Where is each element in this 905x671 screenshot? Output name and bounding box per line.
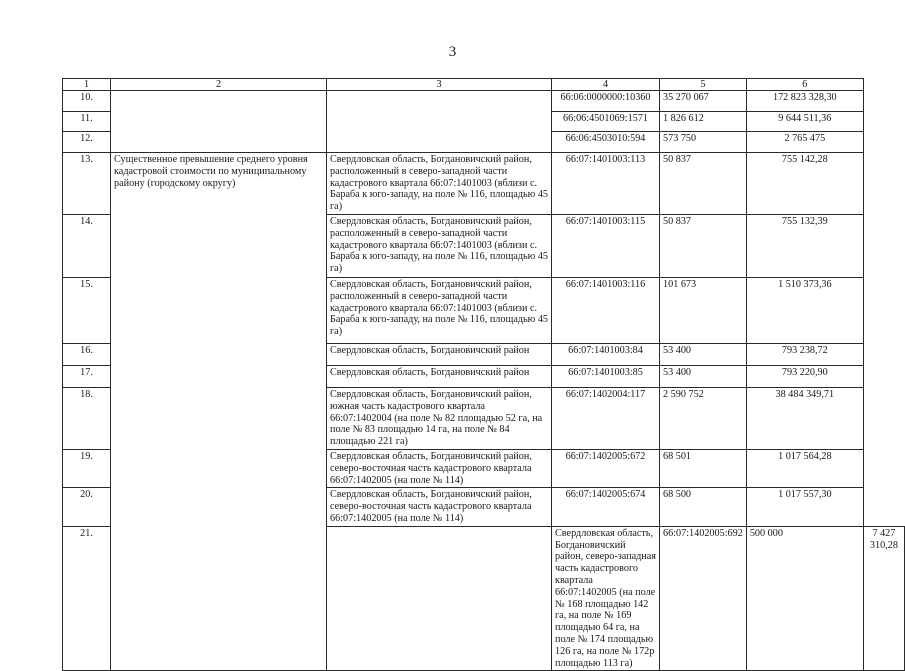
address-cell: Свердловская область, Богдановичский район, расположенный в северо-западной части кадастрового квартала 66:07:1401003 (вблизи с. Бараба к юго-западу, на поле № 116, площадью 45 га) — [327, 215, 552, 278]
area-value: 68 500 — [660, 488, 747, 526]
cadastral-value: 38 484 349,71 — [746, 388, 863, 450]
cadastral-value: 755 132,39 — [746, 215, 863, 278]
row-number: 21. — [63, 526, 111, 671]
header-cell: 4 — [552, 79, 660, 91]
reason-cell: Существенное превышение среднего уровня кадастровой стоимости по муниципальному району (городскому округу) — [111, 153, 327, 671]
cadastral-value: 172 823 328,30 — [746, 91, 863, 112]
reason-cell-empty — [327, 526, 552, 671]
page-number: 3 — [448, 44, 457, 60]
cadastral-number: 66:07:1401003:115 — [552, 215, 660, 278]
cadastral-table — [62, 78, 905, 671]
cadastral-number: 66:07:1402004:117 — [552, 388, 660, 450]
address-cell: Свердловская область, Богдановичский район, северо-восточная часть кадастрового квартала 66:07:1402005 (на поле № 114) — [327, 488, 552, 526]
row-number: 18. — [63, 388, 111, 450]
header-cell: 6 — [746, 79, 863, 91]
area-value: 35 270 067 — [660, 91, 747, 112]
area-value: 53 400 — [660, 366, 747, 388]
header-cell: 2 — [111, 79, 327, 91]
address-cell: Свердловская область, Богдановичский район — [327, 366, 552, 388]
row-number: 13. — [63, 153, 111, 215]
area-value: 1 826 612 — [660, 112, 747, 132]
cadastral-number: 66:07:1401003:116 — [552, 278, 660, 344]
area-value: 68 501 — [660, 449, 747, 487]
cadastral-value: 1 017 557,30 — [746, 488, 863, 526]
row-number: 14. — [63, 215, 111, 278]
area-value: 50 837 — [660, 153, 747, 215]
cadastral-number: 66:06:0000000:10360 — [552, 91, 660, 112]
cadastral-number: 66:07:1402005:674 — [552, 488, 660, 526]
address-cell: Свердловская область, Богдановичский район, расположенный в северо-западной части кадастрового квартала 66:07:1401003 (вблизи с. Бараба к юго-западу, на поле № 116, площадью 45 га) — [327, 153, 552, 215]
cadastral-value: 7 427 310,28 — [863, 526, 904, 671]
cadastral-number: 66:06:4503010:594 — [552, 132, 660, 153]
cadastral-number: 66:07:1402005:672 — [552, 449, 660, 487]
cadastral-value: 755 142,28 — [746, 153, 863, 215]
cadastral-number: 66:07:1401003:85 — [552, 366, 660, 388]
row-number: 12. — [63, 132, 111, 153]
area-value: 101 673 — [660, 278, 747, 344]
address-cell: Свердловская область, Богдановичский район — [327, 344, 552, 366]
row-number: 16. — [63, 344, 111, 366]
cadastral-value: 793 238,72 — [746, 344, 863, 366]
area-value: 2 590 752 — [660, 388, 747, 450]
address-cell-empty — [327, 91, 552, 153]
cadastral-number: 66:07:1401003:113 — [552, 153, 660, 215]
reason-cell-empty — [111, 91, 327, 153]
address-cell: Свердловская область, Богдановичский район, северо-западная часть кадастрового квартала 66:07:1402005 (на поле № 168 площадью 142 га, на поле № 169 площадью 64 га, на поле № 174 площадью 126 га, на поле № 172р площадью 113 га) — [552, 526, 660, 671]
cadastral-value: 1 017 564,28 — [746, 449, 863, 487]
row-number: 11. — [63, 112, 111, 132]
header-cell: 3 — [327, 79, 552, 91]
row-number: 20. — [63, 488, 111, 526]
address-cell: Свердловская область, Богдановичский район, расположенный в северо-западной части кадастрового квартала 66:07:1401003 (вблизи с. Бараба к юго-западу, на поле № 116, площадью 45 га) — [327, 278, 552, 344]
cadastral-value: 2 765 475 — [746, 132, 863, 153]
table-row — [63, 91, 905, 112]
address-cell: Свердловская область, Богдановичский район, северо-восточная часть кадастрового квартала 66:07:1402005 (на поле № 114) — [327, 449, 552, 487]
header-cell: 1 — [63, 79, 111, 91]
row-number: 10. — [63, 91, 111, 112]
area-value: 50 837 — [660, 215, 747, 278]
row-number: 19. — [63, 449, 111, 487]
table-header-row — [63, 79, 905, 91]
cadastral-number: 66:07:1401003:84 — [552, 344, 660, 366]
cadastral-number: 66:06:4501069:1571 — [552, 112, 660, 132]
cadastral-value: 1 510 373,36 — [746, 278, 863, 344]
area-value: 53 400 — [660, 344, 747, 366]
area-value: 573 750 — [660, 132, 747, 153]
cadastral-value: 9 644 511,36 — [746, 112, 863, 132]
header-cell: 5 — [660, 79, 747, 91]
row-number: 15. — [63, 278, 111, 344]
area-value: 500 000 — [746, 526, 863, 671]
cadastral-value: 793 220,90 — [746, 366, 863, 388]
table-row — [63, 153, 905, 215]
row-number: 17. — [63, 366, 111, 388]
cadastral-number: 66:07:1402005:692 — [660, 526, 747, 671]
address-cell: Свердловская область, Богдановичский район, южная часть кадастрового квартала 66:07:1402004 (на поле № 82 площадью 52 га, на поле № 83 площадью 14 га, на поле № 84 площадью 221 га) — [327, 388, 552, 450]
